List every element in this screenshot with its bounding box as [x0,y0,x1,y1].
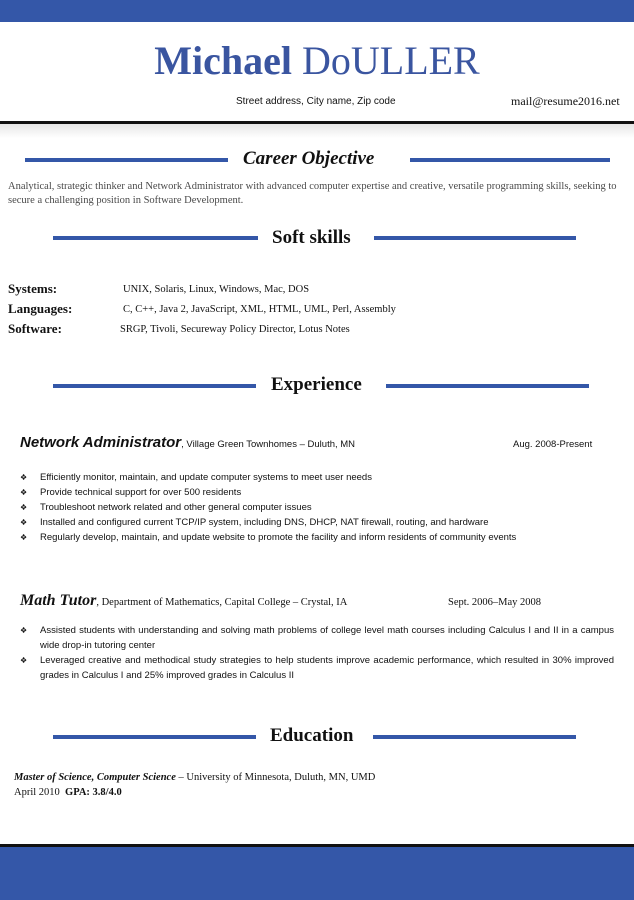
diamond-bullet-icon: ❖ [20,656,28,665]
diamond-bullet-icon: ❖ [20,488,28,497]
diamond-bullet-icon: ❖ [20,503,28,512]
job-bullet-list [20,623,614,683]
skill-value: C, C++, Java 2, JavaScript, XML, HTML, UML, Perl, Assembly [123,304,396,315]
school: – University of Minnesota, Duluth, MN, UMD [175,772,376,783]
job-title [20,434,355,451]
experience-heading: Experience [271,374,362,395]
list-item: ❖ Regularly develop, maintain, and update website to promote the facility and inform residents of community events [20,532,517,543]
heading-bar-right [410,158,610,162]
heading-bar-left [53,384,256,388]
heading-bar-right [386,384,589,388]
skill-label: Software: [8,321,62,336]
heading-bar-left [53,236,258,240]
skill-label: Languages: [8,301,73,316]
list-item: ❖ Assisted students with understanding and solving math problems of college level math courses including Calculus I and II in a campus wide drop-in tutoring center [20,625,614,651]
job-bullet-list [20,470,600,545]
skill-value: SRGP, Tivoli, Secureway Policy Director, Lotus Notes [120,324,350,335]
job-title-text: Math Tutor [20,592,97,609]
gpa: GPA: 3.8/4.0 [65,787,122,798]
degree: Master of Science, Computer Science [14,772,176,783]
job-organization: , Village Green Townhomes – Duluth, MN [181,439,356,450]
candidate-name [0,38,634,84]
objective-text: Analytical, strategic thinker and Network Administrator with advanced computer expertise and creative, versatile programming skills, seeking to secure a challenging position in Software Development. [8,181,617,206]
heading-bar-right [373,735,576,739]
email-address: mail@resume2016.net [511,94,620,108]
diamond-bullet-icon: ❖ [20,518,28,527]
job-date: Aug. 2008-Present [513,439,593,450]
last-name: DoULLER [301,38,480,83]
list-item: ❖ Efficiently monitor, maintain, and update computer systems to meet user needs [20,472,372,483]
graduation-date: April 2010 [14,787,60,798]
skill-value: UNIX, Solaris, Linux, Windows, Mac, DOS [123,284,310,295]
diamond-bullet-icon: ❖ [20,626,28,635]
heading-bar-left [25,158,228,162]
diamond-bullet-icon: ❖ [20,533,28,542]
career-objective-heading: Career Objective [243,148,375,169]
job-date: Sept. 2006–May 2008 [448,597,542,608]
diamond-bullet-icon: ❖ [20,473,28,482]
education-heading: Education [270,725,354,746]
job-title-text: Network Administrator [20,434,182,451]
heading-bar-right [374,236,576,240]
bottom-color-band [0,847,634,900]
heading-bar-left [53,735,256,739]
job-organization: , Department of Mathematics, Capital College – Crystal, IA [96,597,348,608]
top-color-band [0,0,634,22]
street-address: Street address, City name, Zip code [236,96,396,107]
header-shadow [0,124,634,138]
skill-label: Systems: [8,281,58,296]
education-date-line [14,787,122,798]
list-item: ❖ Leveraged creative and methodical study strategies to help students improve academic performance, which resulted in 30% improved grades in Calculus I and 25% improved grades in Calculus II [20,655,614,681]
education-degree-line [14,772,375,783]
first-name: Michael [154,38,292,83]
list-item: ❖ Troubleshoot network related and other general computer issues [20,502,312,513]
soft-skills-heading: Soft skills [272,227,351,248]
list-item: ❖ Provide technical support for over 500 residents [20,487,242,498]
list-item: ❖ Installed and configured current TCP/IP system, including DNS, DHCP, NAT firewall, routing, and hardware [20,517,489,528]
job-title [20,592,347,610]
